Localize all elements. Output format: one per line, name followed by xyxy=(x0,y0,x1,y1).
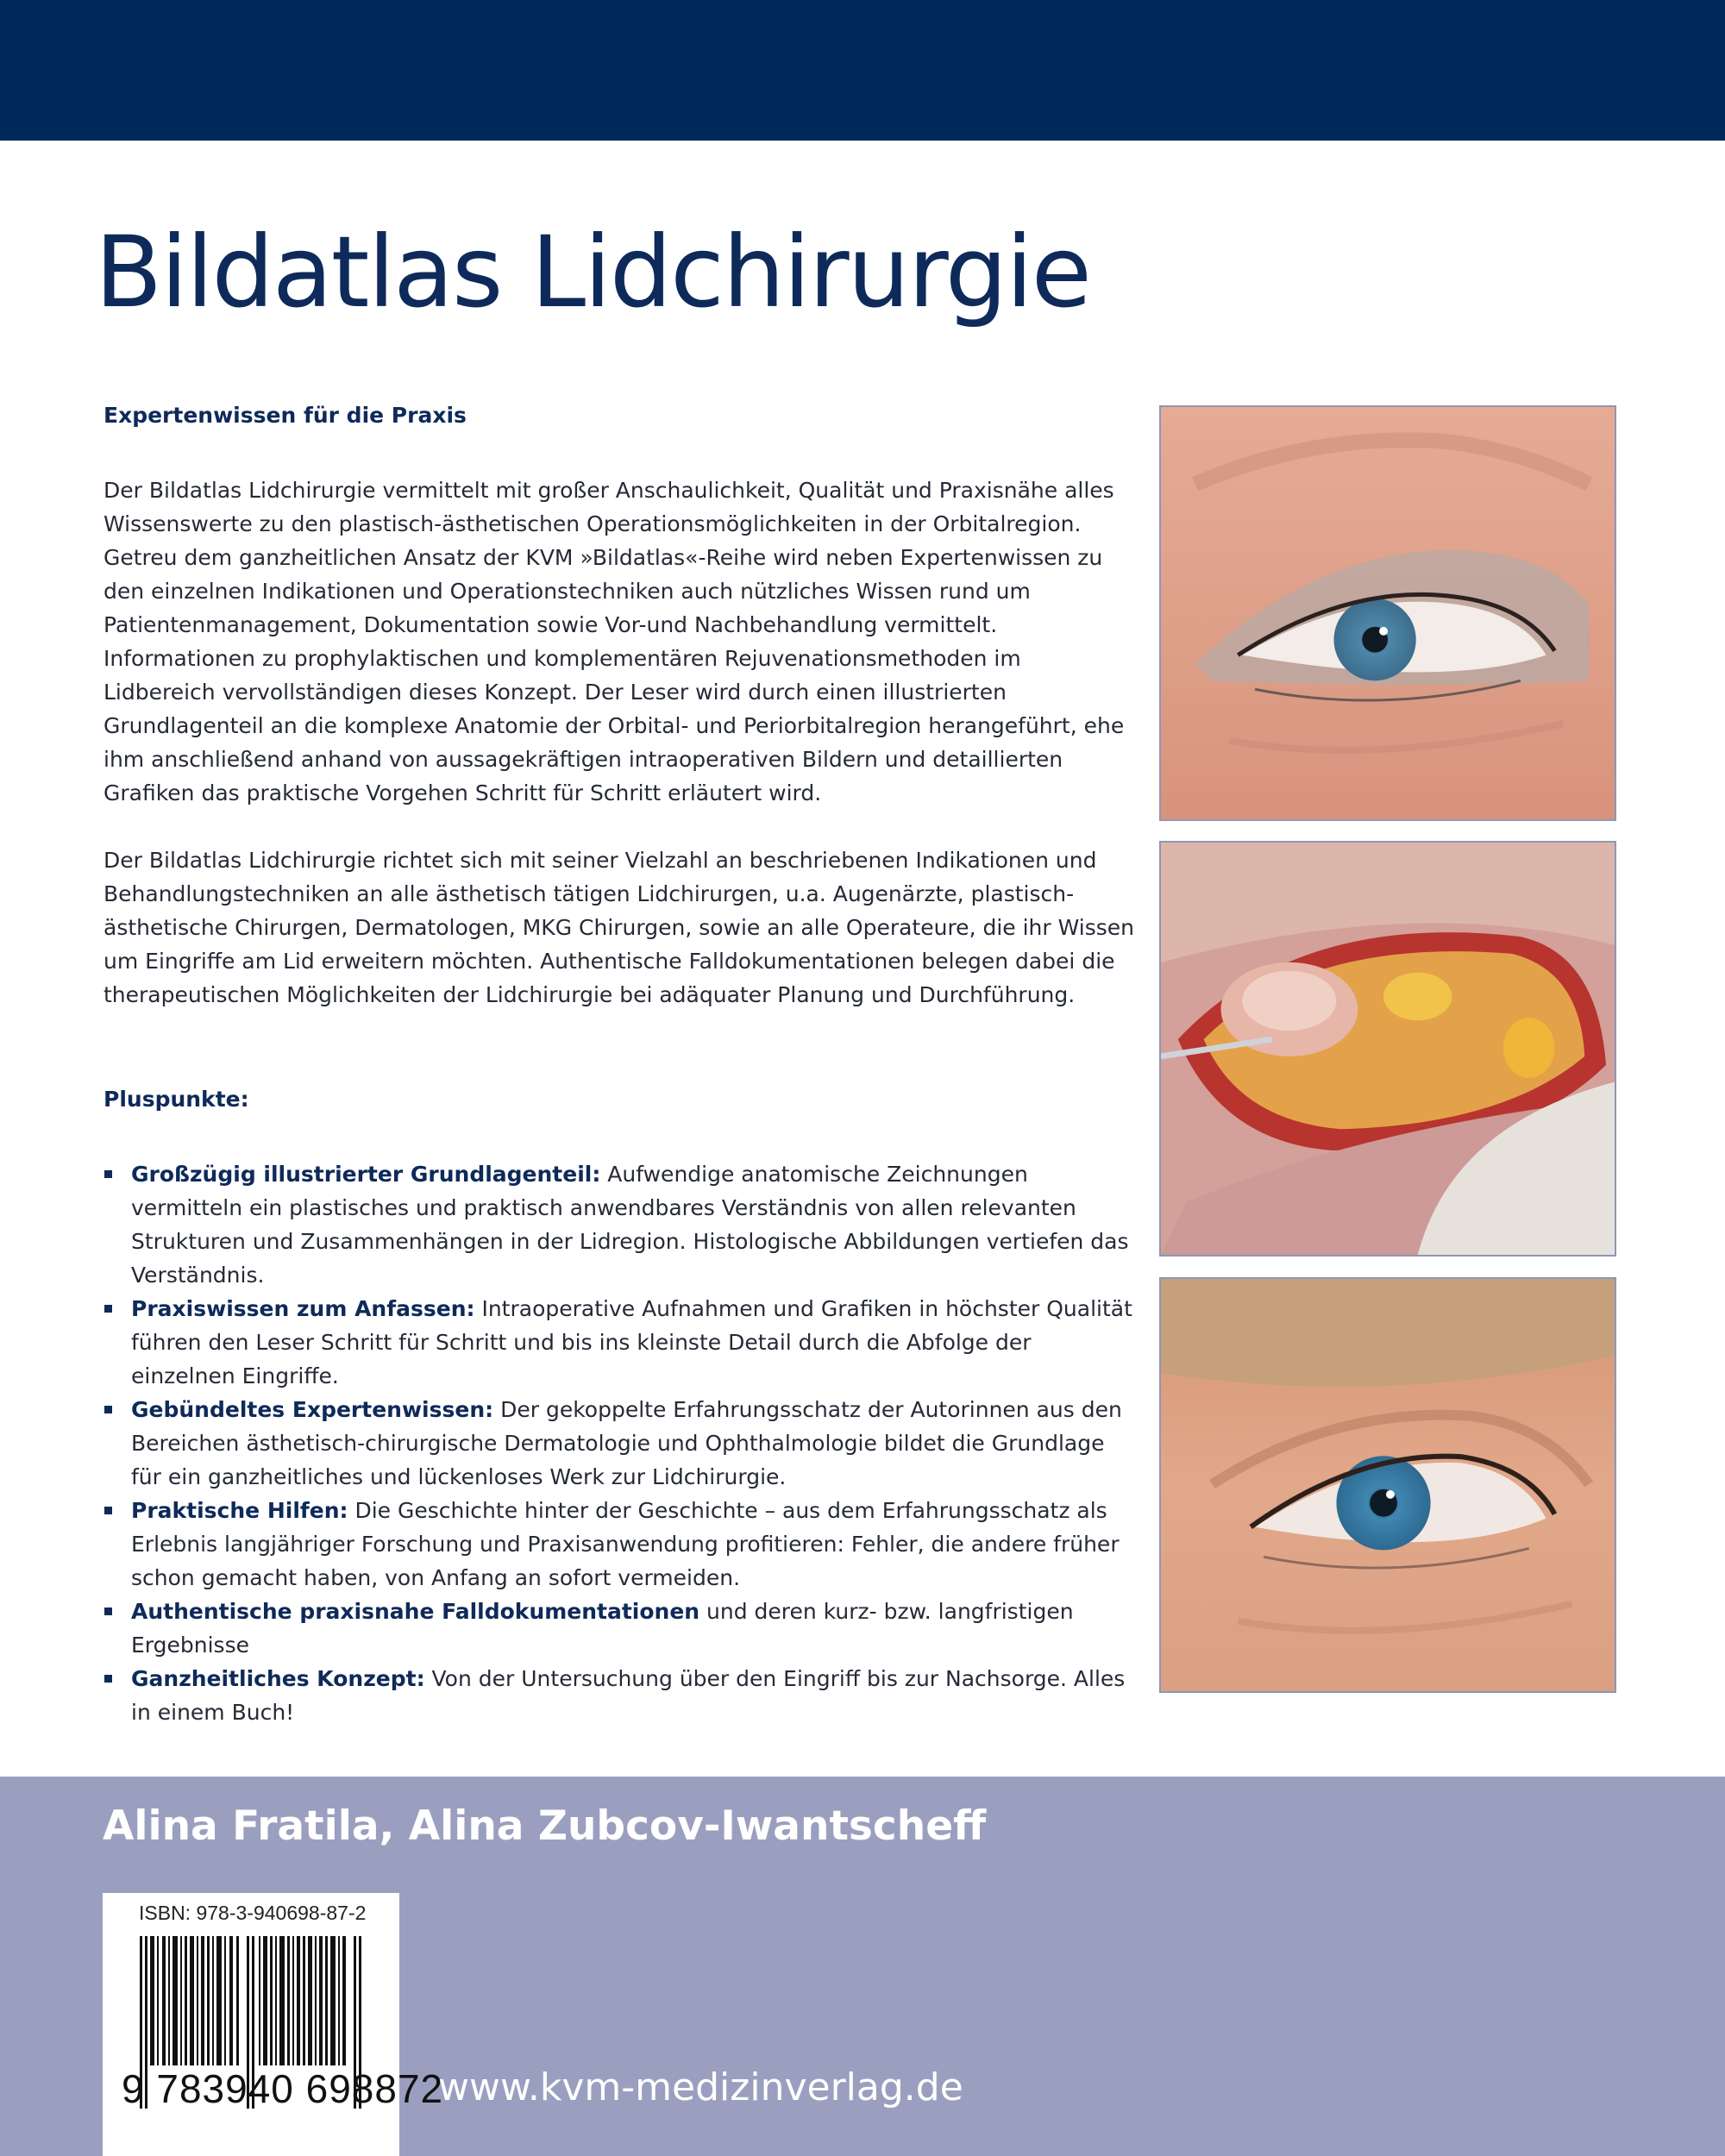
authors: Alina Fratila, Alina Zubcov-Iwantscheff xyxy=(103,1802,987,1850)
bullet-title: Authentische praxisnahe Falldokumentationen xyxy=(131,1599,700,1624)
bullet-text: Der gekoppelte Erfahrungsschatz der Autorinnen aus den Bereichen ästhetisch-chirurgische Dermatologie und Ophthalmologie bildet die Grundlage für ein ganzheitliches und lückenloses Werk zur Lidchirurgie. xyxy=(131,1397,1122,1489)
website-link[interactable]: www.kvm-medizinverlag.de xyxy=(438,2065,963,2109)
bullet-title: Großzügig illustrierter Grundlagenteil: xyxy=(131,1162,601,1187)
plus-heading: Pluspunkte: xyxy=(104,1087,249,1112)
target-paragraph: Der Bildatlas Lidchirurgie richtet sich mit seiner Vielzahl an beschriebenen Indikationen und Behandlungstechniken an alle ästhetisch tätigen Lidchirurgen, u.a. Augenärzte, plastisch-ästhetische Chirurgen, Dermatologen, MKG Chirurgen, sowie an alle Operateure, die ihr Wissen um Eingriffe am Lid erweitern möchten. Authentische Falldokumentationen belegen dabei die therapeutischen Möglichkeiten der Lidchirurgie bei adäquater Planung und Durchführung. xyxy=(104,848,1135,1007)
list-item xyxy=(104,1662,1137,1729)
list-item xyxy=(104,1157,1137,1292)
bullet-title: Gebündeltes Expertenwissen: xyxy=(131,1397,494,1422)
section-heading: Expertenwissen für die Praxis xyxy=(104,403,467,428)
surgery-photo xyxy=(1159,841,1616,1257)
bullet-text: und deren kurz- bzw. langfristigen Ergebnisse xyxy=(131,1599,1074,1658)
description-column xyxy=(104,398,1137,1729)
bullet-text: Aufwendige anatomische Zeichnungen vermitteln ein plastisches und praktisch anwendbares Verständnis von allen relevanten Strukturen und Zusammenhängen in der Lidregion. Histologische Abbildungen vertiefen das Verständnis. xyxy=(131,1162,1129,1288)
plus-list xyxy=(104,1157,1137,1729)
eye-photo-after xyxy=(1159,1277,1616,1693)
intro-paragraph-1: Der Bildatlas Lidchirurgie vermittelt mit großer Anschaulichkeit, Qualität und Praxisnähe alles Wissenswerte zu den plastisch-ästhetischen Operationsmöglichkeiten in der Orbitalregion. Getreu dem ganzheitlichen Ansatz der KVM »Bildatlas«-Reihe wird neben Expertenwissen zu den einzelnen Indikationen und Operationstechniken auch nützliches Wissen rund um Patientenmanagement, Dokumentation sowie Vor-und Nachbehandlung vermittelt. xyxy=(104,478,1114,637)
isbn-label: ISBN: 978-3-940698-87-2 xyxy=(139,1902,367,1924)
bullet-text: Die Geschichte hinter der Geschichte – aus dem Erfahrungsschatz als Erlebnis langjähriger Forschung und Praxisanwendung profitieren: Fehler, die andere früher schon gemacht haben, von Anfang an sofort vermeiden. xyxy=(131,1498,1120,1590)
list-item xyxy=(104,1595,1137,1662)
book-title: Bildatlas Lidchirurgie xyxy=(95,215,1090,329)
bullet-text: Intraoperative Aufnahmen und Grafiken in höchster Qualität führen den Leser Schritt für Schritt und bis ins kleinste Detail durch die Abfolge der einzelnen Eingriffe. xyxy=(131,1296,1132,1388)
bullet-title: Praxiswissen zum Anfassen: xyxy=(131,1296,475,1321)
list-item xyxy=(104,1494,1137,1595)
top-band xyxy=(0,0,1725,141)
bullet-title: Ganzheitliches Konzept: xyxy=(131,1666,425,1691)
bullet-text: Von der Untersuchung über den Eingriff bis zur Nachsorge. Alles in einem Buch! xyxy=(131,1666,1126,1725)
list-item xyxy=(104,1393,1137,1494)
bullet-title: Praktische Hilfen: xyxy=(131,1498,348,1523)
eye-photo-before xyxy=(1159,405,1616,821)
list-item xyxy=(104,1292,1137,1393)
intro-paragraph-2: Informationen zu prophylaktischen und komplementären Rejuvenationsmethoden im Lidbereich vervollständigen dieses Konzept. Der Leser wird durch einen illustrierten Grundlagenteil an die komplexe Anatomie der Orbital- und Periorbitalregion herangeführt, ehe ihm anschließend anhand von aussagekräftigen intraoperativen Bildern und detaillierten Grafiken das praktische Vorgehen Schritt für Schritt erläutert wird. xyxy=(104,646,1125,805)
isbn-digits: 9 783940 698872 xyxy=(122,2066,444,2111)
isbn-box xyxy=(103,1893,444,2156)
